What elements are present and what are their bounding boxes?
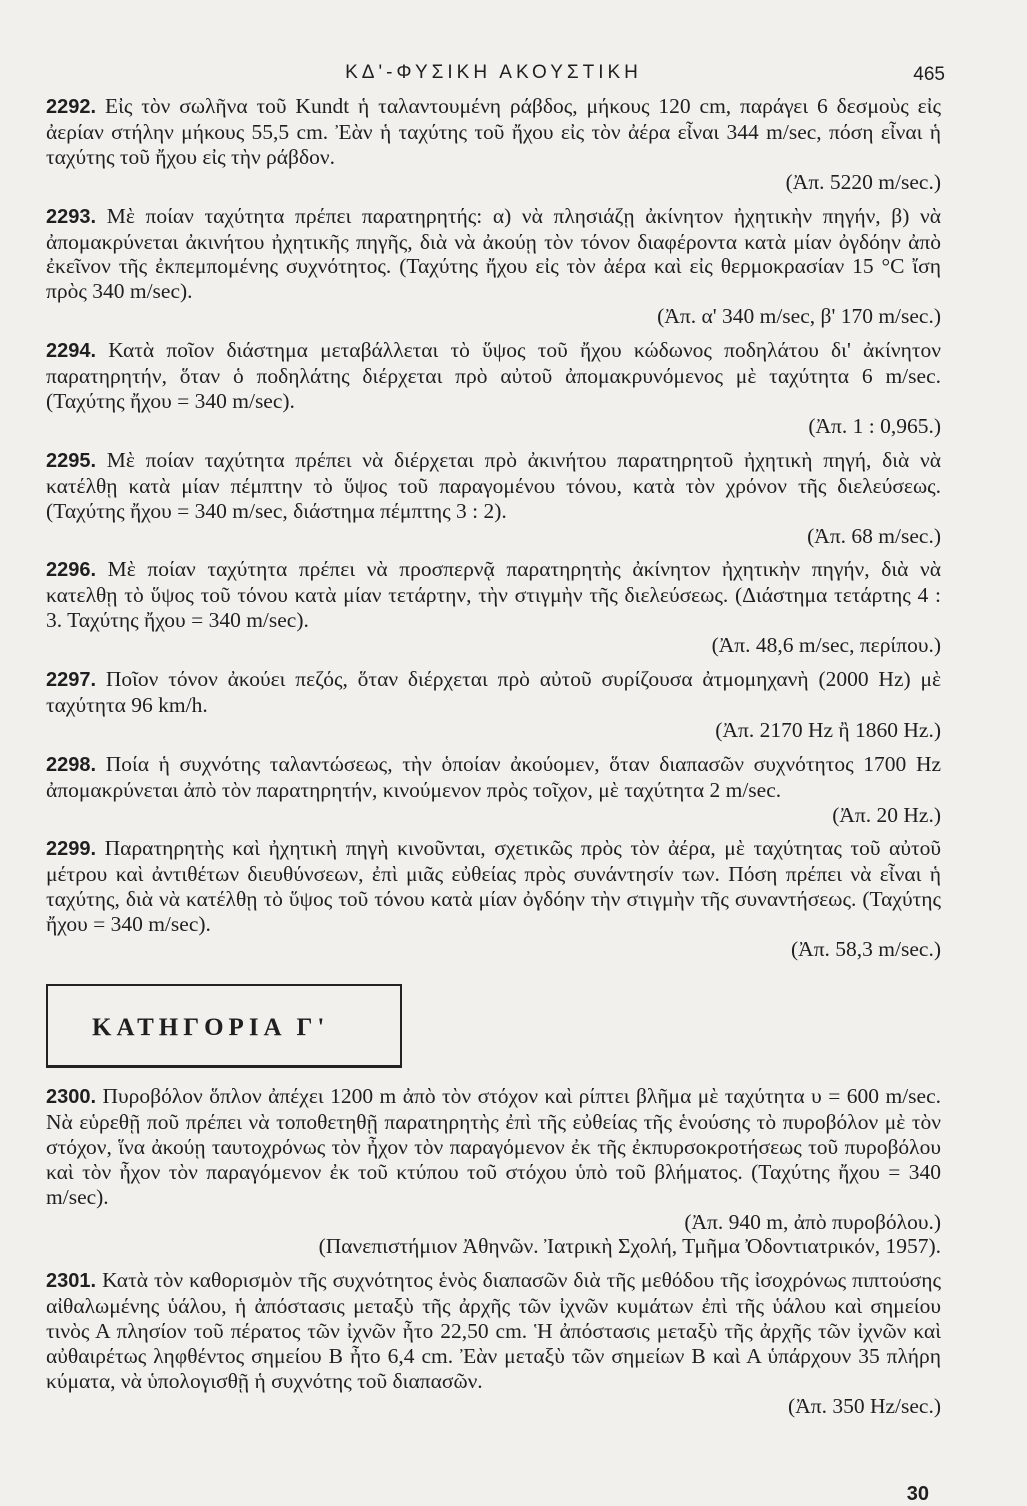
problem-text: Μὲ ποίαν ταχύτητα πρέπει παρατηρητής: α) νὰ πλησιάζῃ ἀκίνητον ἠχητικὴν πηγήν, β) νὰ ἀπομακρύνεται ἀκινήτου ἠχητικῆς πηγῆς, διὰ νὰ ἀκούῃ τὸν τόνον διαφέροντα κατὰ μίαν ὀγδόην ἀπὸ ἐκεῖνον τῆς ἐκπεμπομένης συχνότητος. (Ταχύτης ἤχου εἰς τὸν ἀέρα καὶ εἰς θερμοκρασίαν 15 °C ἴση πρὸς 340 m/sec).: [46, 203, 942, 304]
problem-number: 2300.: [46, 1086, 97, 1108]
problem-2299: [46, 836, 941, 937]
problem-text: Μὲ ποίαν ταχύτητα πρέπει νὰ προσπερνᾷ παρατηρητὴς ἀκίνητον ἠχητικὴν πηγήν, διὰ νὰ κατελθῃ τὸ ὕψος τοῦ τόνου κατὰ μίαν τετάρτην, τὴν στιγμὴν τῆς διελεύσεως. (Διάστημα τετάρτης 4 : 3. Ταχύτης ἤχου = 340 m/sec).: [46, 557, 941, 633]
problem-2292: [46, 94, 941, 170]
problem-text: Μὲ ποίαν ταχύτητα πρέπει νὰ διέρχεται πρὸ ἀκινήτου παρατηρητοῦ ἠχητικὴ πηγή, διὰ νὰ κατέλθῃ κατὰ μίαν πέμπτην τὸ ὕψος τοῦ παραγομένου τόνου, κατὰ τὸν χρόνον τῆς διελεύσεως. (Ταχύτης ἤχου = 340 m/sec, διάστημα πέμπτης 3 : 2).: [46, 447, 942, 523]
answer-2293: (Ἀπ. α' 340 m/sec, β' 170 m/sec.): [657, 304, 941, 329]
answer-2297: (Ἀπ. 2170 Hz ἢ 1860 Hz.): [715, 717, 941, 742]
answer-2300: (Ἀπ. 940 m, ἀπὸ πυροβόλου.): [684, 1209, 941, 1234]
answer-2298: (Ἀπ. 20 Hz.): [832, 802, 941, 827]
problem-number: 2296.: [46, 559, 97, 582]
signature-mark: 30: [906, 1483, 929, 1505]
problem-text: Ποῖον τόνον ἀκούει πεζός, ὅταν διέρχεται πρὸ αὐτοῦ συρίζουσα ἀτμομηχανὴ (2000 Hz) μὲ ταχύτητα 96 km/h.: [46, 667, 942, 717]
problem-number: 2295.: [46, 449, 97, 472]
answer-2295: (Ἀπ. 68 m/sec.): [807, 523, 941, 548]
problem-number: 2293.: [46, 205, 97, 228]
problem-2294: [46, 338, 941, 414]
answer-2296: (Ἀπ. 48,6 m/sec, περίπου.): [711, 633, 941, 658]
problem-number: 2297.: [46, 669, 97, 692]
problem-text: Ποία ἡ συχνότης ταλαντώσεως, τὴν ὁποίαν ἀκούομεν, ὅταν διαπασῶν συχνότητος 1700 Hz ἀπομακρύνεται ἀπὸ τὸν παρατηρητήν, κινούμενον πρὸς τοῖχον, μὲ ταχύτητα 2 m/sec.: [46, 751, 942, 802]
problem-text: Κατὰ ποῖον διάστημα μεταβάλλεται τὸ ὕψος τοῦ ἤχου κώδωνος ποδηλάτου δι' ἀκίνητον παρατηρητήν, ὅταν ὁ ποδηλάτης διέρχεται πρὸ αὐτοῦ ἀπομακρυνόμενος μὲ ταχύτητα 6 m/sec. (Ταχύτης ἤχου = 340 m/sec).: [46, 338, 942, 413]
problem-number: 2301.: [46, 1270, 97, 1293]
answer-2299: (Ἀπ. 58,3 m/sec.): [791, 937, 941, 962]
problem-2301: [46, 1268, 941, 1394]
problem-text: Κατὰ τὸν καθορισμὸν τῆς συχνότητος ἑνὸς διαπασῶν διὰ τῆς μεθόδου τῆς ἰσοχρόνως πιπτούσης αἰθαλωμένης ὑάλου, ἡ ἀπόστασις μεταξὺ τῆς ἀρχῆς τῶν ἰχνῶν κυμάτων ἐπὶ τῆς ὑάλου καὶ σημείου τινὸς Α πλησίον τοῦ πέρατος τῶν ἰχνῶν ἦτο 22,50 cm. Ἡ ἀπόστασις μεταξὺ τῆς ἀρχῆς τῶν ἰχνῶν καὶ αὐθαιρέτως ληφθέντος σημείου Β ἦτο 6,4 cm. Ἐὰν μεταξὺ τῶν σημείων Β καὶ Α ὑπάρχουν 35 πλήρη κύματα, νὰ ὑπολογισθῇ ἡ συχνότης τοῦ διαπασῶν.: [46, 1268, 941, 1393]
answer-2301: (Ἀπ. 350 Hz/sec.): [788, 1393, 941, 1418]
problem-2300: [46, 1084, 941, 1210]
answer-2292: (Ἀπ. 5220 m/sec.): [785, 169, 941, 194]
source-2300: (Πανεπιστήμιον Ἀθηνῶν. Ἰατρικὴ Σχολή, Τμῆμα Ὀδοντιατρικόν, 1957).: [318, 1234, 941, 1259]
problem-number: 2299.: [46, 838, 97, 861]
problem-2297: [46, 667, 941, 718]
page-number: 465: [913, 64, 945, 85]
problem-text: Πυροβόλον ὅπλον ἀπέχει 1200 m ἀπὸ τὸν στόχον καὶ ρίπτει βλῆμα μὲ ταχύτητα υ = 600 m/sec. Νὰ εὑρεθῇ ποῦ πρέπει νὰ τοποθετηθῇ παρατηρητὴς ἐπὶ τῆς εὐθείας τῆς ἑνούσης τὸ πυροβόλον μὲ τὸν στόχον, ἵνα ἀκούῃ ταυτοχρόνως τὸν ἦχον τὸν παραγόμενον ἐκ τῆς ἐκπυρσοκροτήσεως τοῦ πυροβόλου καὶ τὸν ἦχον τὸν παραγόμενον ἐκ τοῦ κτύπου τοῦ στόχου ὑπὸ τοῦ βλήματος. (Ταχύτης ἤχου = 340 m/sec).: [46, 1084, 942, 1209]
problem-2295: [46, 448, 941, 524]
problem-2296: [46, 557, 941, 633]
book-page: [46, 60, 945, 1419]
problem-2293: [46, 204, 941, 305]
problem-number: 2298.: [46, 753, 97, 776]
problem-text: Εἰς τὸν σωλῆνα τοῦ Kundt ἡ ταλαντουμένη ράβδος, μήκους 120 cm, παράγει 6 δεσμοὺς εἰς ἀερίαν στήλην μήκους 55,5 cm. Ἐὰν ἡ ταχύτης τοῦ ἤχου εἰς τὸν ἀέρα εἶναι 344 m/sec, πόση εἶναι ἡ ταχύτης τοῦ ἤχου εἰς τὴν ράβδον.: [46, 94, 942, 169]
category-heading-box: [46, 984, 402, 1068]
problem-2298: [46, 752, 941, 803]
problem-text: Παρατηρητὴς καὶ ἠχητικὴ πηγὴ κινοῦνται, σχετικῶς πρὸς τὸν ἀέρα, μὲ ταχύτητας τοῦ αὐτοῦ μέτρου καὶ ἀντιθέτων διευθύνσεων, ἐπὶ μιᾶς εὐθείας πρὸς συνάντησίν των. Πόση πρέπει νὰ εἶναι ἡ ταχύτης, διὰ νὰ κατέλθῃ τὸ ὕψος τοῦ τόνου κατὰ μίαν ὀγδόην τὴν στιγμὴν τῆς συναντήσεως. (Ταχύτης ἤχου = 340 m/sec).: [46, 836, 941, 937]
problem-number: 2292.: [46, 96, 97, 118]
category-title: ΚΑΤΗΓΟΡΙΑ Γ': [92, 1014, 330, 1041]
running-title: ΚΔ'-ΦΥΣΙΚΗ ΑΚΟΥΣΤΙΚΗ: [345, 62, 642, 83]
answer-2294: (Ἀπ. 1 : 0,965.): [808, 413, 941, 438]
running-head: [46, 60, 945, 94]
problem-number: 2294.: [46, 340, 97, 363]
